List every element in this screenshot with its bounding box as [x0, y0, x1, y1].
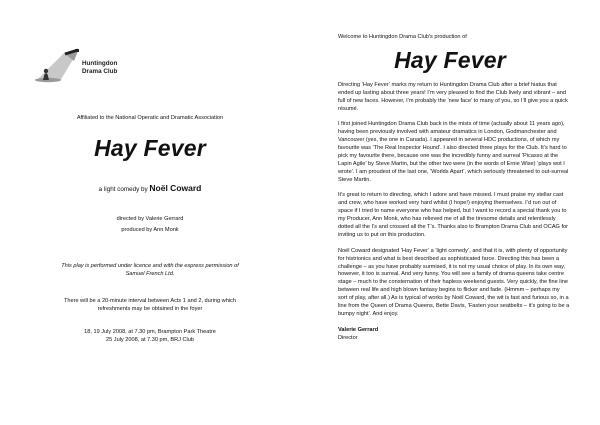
notes-paragraph: I first joined Huntingdon Drama Club back in the mists of time (actually about 11 years ago), having been previously involved with amateur dramatics in London, Godmanchester and Vancouver (yes, the one in Canada). I appeared in several HDC productions, of which my favourite was ‘The Real Inspector Hound’. I also directed three plays for the Club. It’s hard to pick my favourite there, because one was the incredibly funny and surreal ‘Picasso at the Lapin Agile’ by Steve Martin, but the other two were (in the words of Ernie Wise) ‘plays wot I wrote’. I am proudest of the last one, ‘Worlds Apart’, which seriously threatened to out-surreal Steve Martin.	[338, 121, 569, 183]
author-name: Noël Coward	[149, 183, 202, 193]
licence-line-2: Samuel French Ltd.	[125, 271, 175, 277]
interval-line-2: refreshments may be obtained in the foyer	[97, 306, 203, 312]
affiliation-text: Affiliated to the National Operatic and Dramatic Association	[76, 115, 224, 121]
interval-line-1: There will be a 20-minute interval between Acts 1 and 2, during which	[64, 298, 236, 304]
notes-paragraph: Directing ‘Hay Fever’ marks my return to Huntingdon Drama Club after a brief hiatus that ended up lasting about three years! I’m very pleased to find the Club lively and vibrant – and full of new faces. However, I’m probably the ‘new face’ to many of you, so I’ll give you a quick résumé.	[338, 82, 568, 112]
signature-block	[338, 327, 570, 343]
date-line-1: 18, 19 July 2008, at 7.30 pm, Brampton Park Theatre	[84, 329, 216, 335]
logo-line-2: Drama Club	[82, 68, 118, 75]
right-play-title: Hay Fever	[394, 47, 506, 73]
signature-role: Director	[338, 334, 358, 341]
welcome-line: Welcome to Huntingdon Drama Club's production of	[338, 34, 467, 40]
director-notes	[338, 82, 570, 342]
notes-paragraph: It’s great to return to directing, which I adore and have missed. I must praise my stellar cast and crew, who have worked very hard whilst (I hope!) enjoying themselves. I’d run out of space if I tried to name everyone who has helped, but I want to record a special thank you to my Producer, Ann Monk, who has relieved me of all the tiresome details and relentlessly dotted all the I’s and crossed all the T’s. Thanks also to Brampton Drama Club and OCAG for inviting us to put on this production.	[338, 192, 568, 238]
huntingdon-drama-club-logo	[34, 47, 144, 91]
notes-paragraph: Noël Coward designated ‘Hay Fever’ a ‘light comedy’, and that it is, with plenty of opportunity for histrionics and what is best described as sophisticated farce. Directing this has been a challenge – as you have probably surmised, it is not my usual choice of play. In its own way, however, it too is surreal. And very funny. You will see a family of drama queens take centre stage – much to the consternation of their hapless weekend guests. Very quickly, the fine line between real life and high blown fantasy begins to flicker and fade. (Hmmm – perhaps my sort of play, after all.) As is typical of works by Noël Coward, the wit is fast and furious so, in a line from the Queen of Drama Queens, Bette Davis, ‘Fasten your seatbelts – it’s going to be a bumpy night’. And enjoy.	[338, 247, 570, 317]
right-page	[300, 0, 600, 425]
performance-dates	[0, 328, 300, 344]
licence-notice	[0, 262, 300, 278]
date-line-2: 25 July 2008, at 7.30 pm, BRJ Club	[106, 337, 194, 343]
interval-notice	[0, 297, 300, 313]
play-title: Hay Fever	[94, 135, 206, 161]
subtitle-prefix: a light comedy by	[98, 186, 150, 193]
logo-wordmark	[82, 60, 117, 76]
licence-line-1: This play is performed under licence and with the express permission of	[61, 263, 239, 269]
producer-credit: produced by Ann Monk	[121, 227, 179, 233]
signature-name: Valerie Gerrard	[338, 326, 379, 333]
director-credit: directed by Valerie Gerrard	[116, 216, 184, 222]
logo-line-1: Huntingdon	[82, 60, 118, 67]
play-subtitle	[0, 183, 300, 193]
